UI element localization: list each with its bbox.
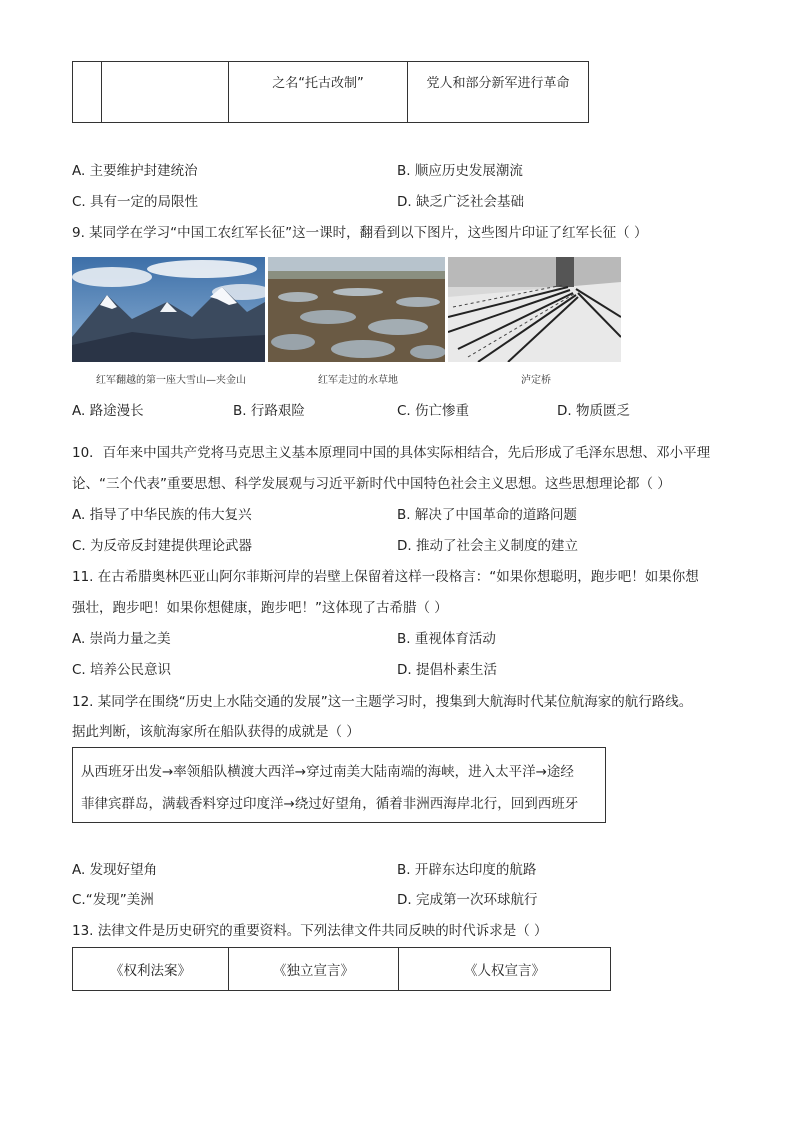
q13-stem: 13. 法律文件是历史研究的重要资料。下列法律文件共同反映的时代诉求是（ ）: [72, 923, 548, 939]
table-cell-empty-2: [102, 62, 229, 123]
q12-option-a: A. 发现好望角: [72, 862, 158, 878]
table-cell-3: 之名“托古改制”: [229, 62, 408, 123]
luding-bridge-image: [448, 257, 621, 362]
q12-option-b: B. 开辟东达印度的航路: [397, 862, 537, 878]
q12-option-c: C.“发现”美洲: [72, 892, 154, 908]
q12-stem-line2: 据此判断，该航海家所在船队获得的成就是（ ）: [72, 724, 360, 740]
q12-stem-line1: 12. 某同学在围绕“历史上水陆交通的发展”这一主题学习时，搜集到大航海时代某位航海家的航行路线。: [72, 694, 693, 710]
voyage-route-line2: 菲律宾群岛，满载香料穿过印度洋→绕过好望角，循着非洲西海岸北行，回到西班牙: [81, 796, 579, 812]
q10-option-d: D. 推动了社会主义制度的建立: [397, 538, 578, 554]
q8-option-d: D. 缺乏广泛社会基础: [397, 194, 524, 210]
q11-option-c: C. 培养公民意识: [72, 662, 172, 678]
law-doc-declaration-of-independence: 《独立宣言》: [229, 948, 399, 991]
q11-option-a: A. 崇尚力量之美: [72, 631, 171, 647]
q9-option-d: D. 物质匮乏: [557, 403, 630, 419]
snow-mountain-image: [72, 257, 265, 362]
q11-option-b: B. 重视体育活动: [397, 631, 496, 647]
q10-option-a: A. 指导了中华民族的伟大复兴: [72, 507, 252, 523]
caption-grassland: 红军走过的水草地: [318, 375, 398, 386]
table-cell-4: 党人和部分新军进行革命: [408, 62, 589, 123]
caption-luding-bridge: 泸定桥: [521, 375, 551, 386]
q9-option-b: B. 行路艰险: [233, 403, 305, 419]
grassland-image: [268, 257, 445, 362]
q9-option-a: A. 路途漫长: [72, 403, 144, 419]
voyage-route-box: [72, 747, 606, 823]
top-table: [72, 61, 589, 123]
q10-stem-line2: 论、“三个代表”重要思想、科学发展观与习近平新时代中国特色社会主义思想。这些思想理论都（ ）: [72, 476, 671, 492]
table-cell-empty-1: [73, 62, 102, 123]
q10-stem-line1: 10．百年来中国共产党将马克思主义基本原理同中国的具体实际相结合，先后形成了毛泽东思想、邓小平理: [72, 445, 711, 461]
q9-option-c: C. 伤亡惨重: [397, 403, 470, 419]
q11-stem-line1: 11. 在古希腊奥林匹亚山阿尔菲斯河岸的岩壁上保留着这样一段格言：“如果你想聪明，跑步吧！如果你想: [72, 569, 699, 585]
q10-option-c: C. 为反帝反封建提供理论武器: [72, 538, 253, 554]
q11-stem-line2: 强壮，跑步吧！如果你想健康，跑步吧！”这体现了古希腊（ ）: [72, 600, 448, 616]
voyage-route-line1: 从西班牙出发→率领船队横渡大西洋→穿过南美大陆南端的海峡，进入太平洋→途经: [81, 764, 574, 780]
q12-option-d: D. 完成第一次环球航行: [397, 892, 538, 908]
q8-option-b: B. 顺应历史发展潮流: [397, 163, 523, 179]
q11-option-d: D. 提倡朴素生活: [397, 662, 497, 678]
law-doc-declaration-of-rights-of-man: 《人权宣言》: [399, 948, 611, 991]
caption-snow-mountain: 红军翻越的第一座大雪山—夹金山: [96, 375, 246, 386]
law-documents-table: [72, 947, 611, 991]
q9-stem: 9. 某同学在学习“中国工农红军长征”这一课时，翻看到以下图片，这些图片印证了红军长征（ ）: [72, 225, 648, 241]
q8-option-a: A. 主要维护封建统治: [72, 163, 198, 179]
q8-option-c: C. 具有一定的局限性: [72, 194, 199, 210]
q10-option-b: B. 解决了中国革命的道路问题: [397, 507, 577, 523]
law-doc-bill-of-rights: 《权利法案》: [73, 948, 229, 991]
